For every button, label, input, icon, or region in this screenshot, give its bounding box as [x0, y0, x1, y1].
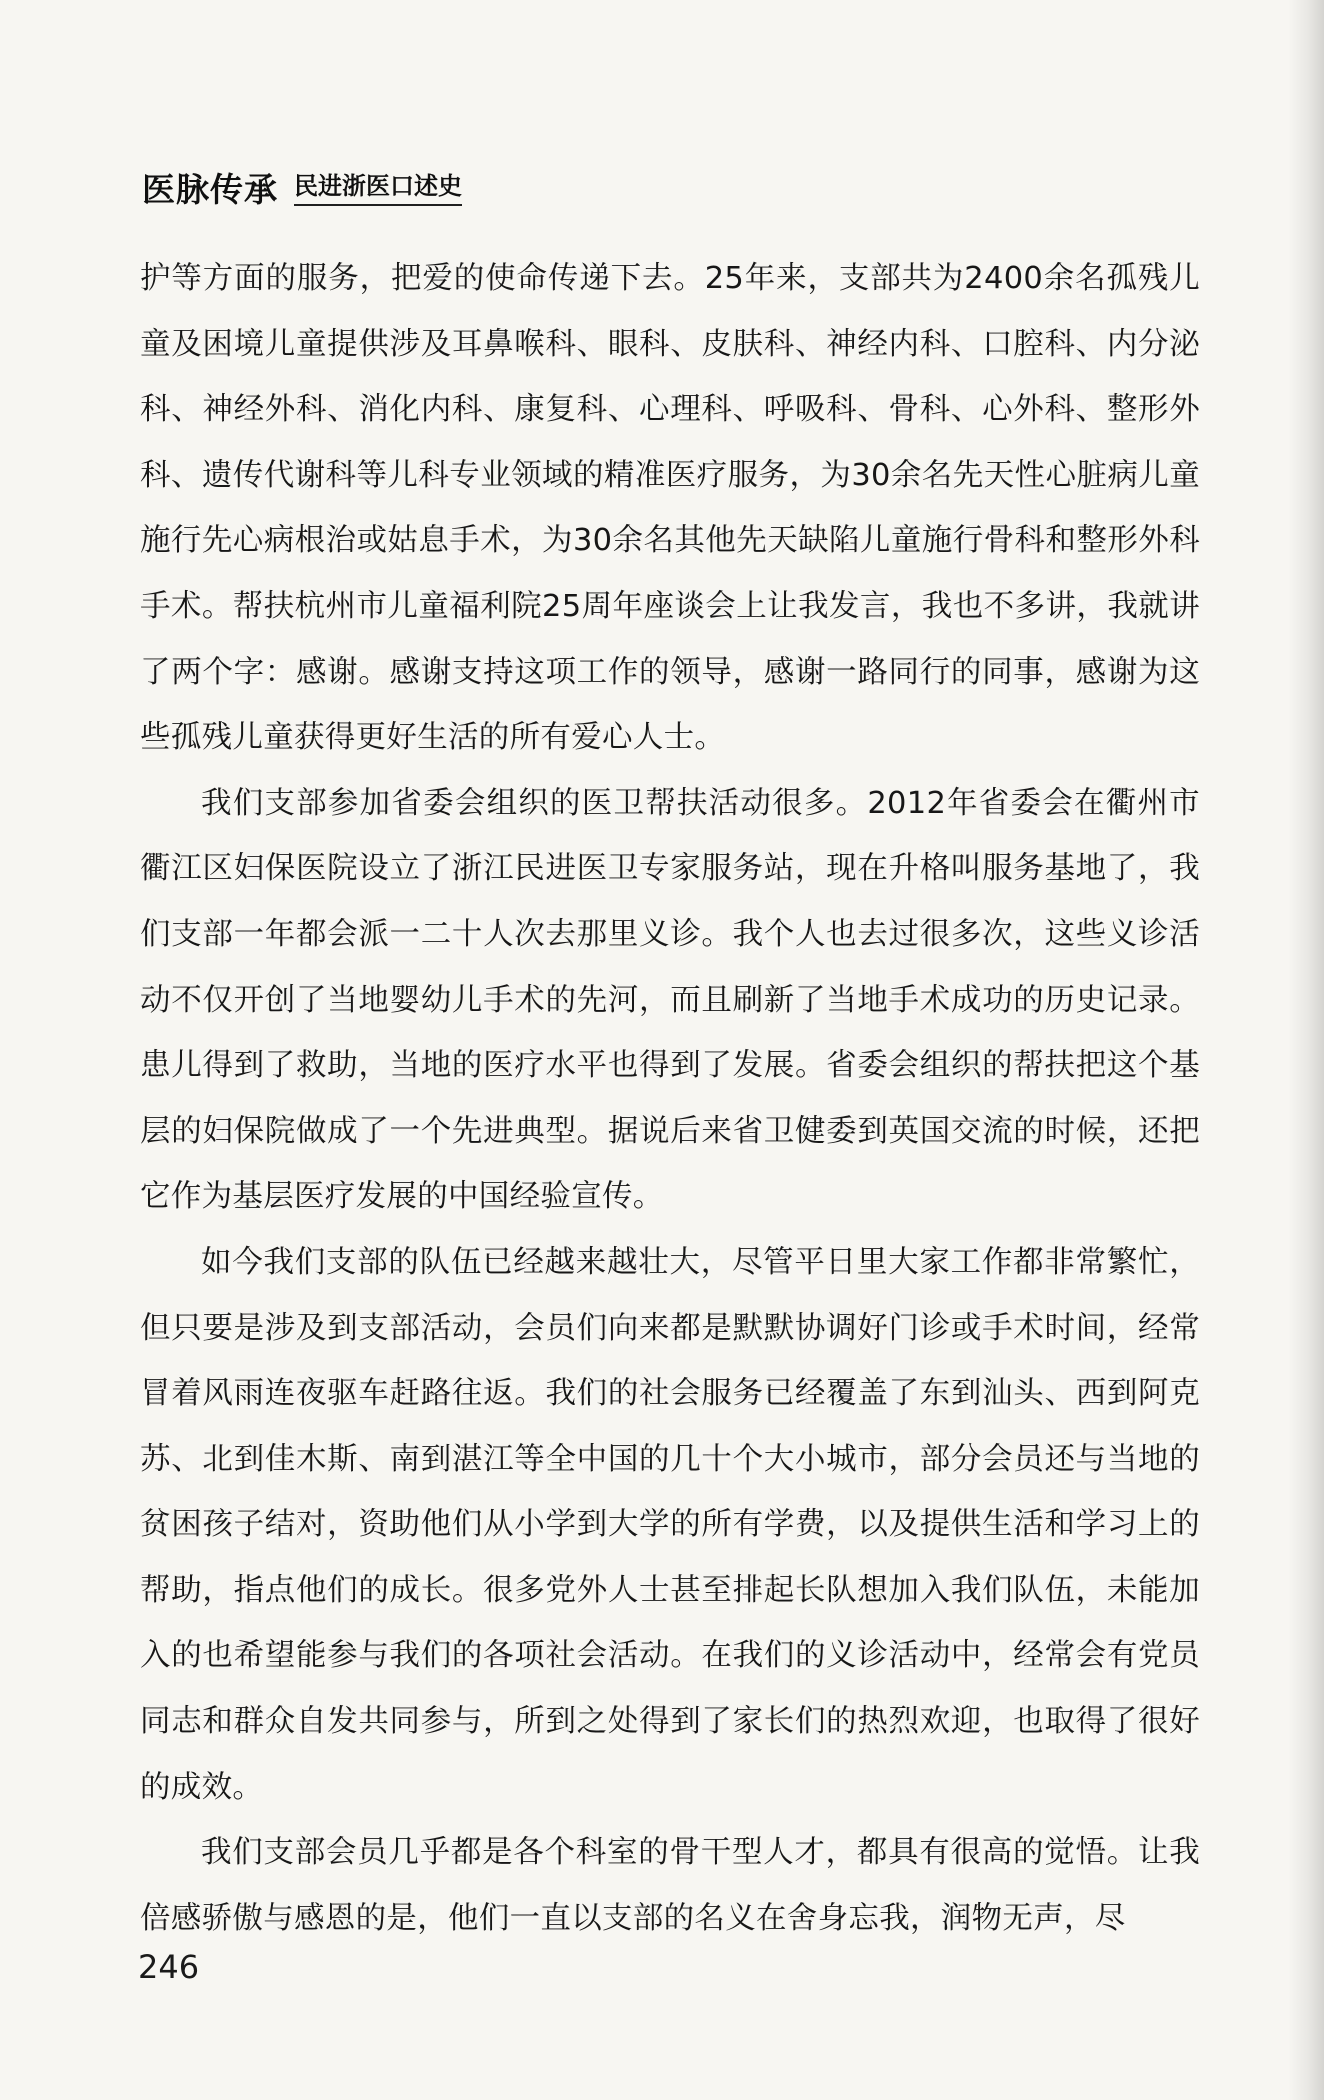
paragraph-1: 护等方面的服务，把爱的使命传递下去。25年来，支部共为2400余名孤残儿童及困境儿童提供涉及耳鼻喉科、眼科、皮肤科、神经内科、口腔科、内分泌科、神经外科、消化内科、康复科、心理科、呼吸科、骨科、心外科、整形外科、遗传代谢科等儿科专业领域的精准医疗服务，为30余名先天性心脏病儿童施行先心病根治或姑息手术，为30余名其他先天缺陷儿童施行骨科和整形外科手术。帮扶杭州市儿童福利院25周年座谈会上让我发言，我也不多讲，我就讲了两个字：感谢。感谢支持这项工作的领导，感谢一路同行的同事，感谢为这些孤残儿童获得更好生活的所有爱心人士。	[140, 261, 1200, 756]
book-title: 医脉传承	[142, 170, 278, 209]
series-title: 民进浙医口述史	[294, 174, 462, 206]
page-number: 246	[138, 1948, 200, 1986]
paragraph-2: 我们支部参加省委会组织的医卫帮扶活动很多。2012年省委会在衢州市衢江区妇保医院设立了浙江民进医卫专家服务站，现在升格叫服务基地了，我们支部一年都会派一二十人次去那里义诊。我个人也去过很多次，这些义诊活动不仅开创了当地婴幼儿手术的先河，而且刷新了当地手术成功的历史记录。患儿得到了救助，当地的医疗水平也得到了发展。省委会组织的帮扶把这个基层的妇保院做成了一个先进典型。据说后来省卫健委到英国交流的时候，还把它作为基层医疗发展的中国经验宣传。	[140, 785, 1200, 1215]
body-text	[140, 246, 1200, 1951]
paragraph-4: 我们支部会员几乎都是各个科室的骨干型人才，都具有很高的觉悟。让我倍感骄傲与感恩的是，他们一直以支部的名义在舍身忘我，润物无声，尽	[140, 1835, 1200, 1936]
paragraph-3: 如今我们支部的队伍已经越来越壮大，尽管平日里大家工作都非常繁忙，但只要是涉及到支部活动，会员们向来都是默默协调好门诊或手术时间，经常冒着风雨连夜驱车赶路往返。我们的社会服务已经覆盖了东到汕头、西到阿克苏、北到佳木斯、南到湛江等全中国的几十个大小城市，部分会员还与当地的贫困孩子结对，资助他们从小学到大学的所有学费，以及提供生活和学习上的帮助，指点他们的成长。很多党外人士甚至排起长队想加入我们队伍，未能加入的也希望能参与我们的各项社会活动。在我们的义诊活动中，经常会有党员同志和群众自发共同参与，所到之处得到了家长们的热烈欢迎，也取得了很好的成效。	[140, 1244, 1200, 1805]
page-edge-shadow	[1288, 0, 1324, 2100]
running-header	[142, 146, 462, 209]
